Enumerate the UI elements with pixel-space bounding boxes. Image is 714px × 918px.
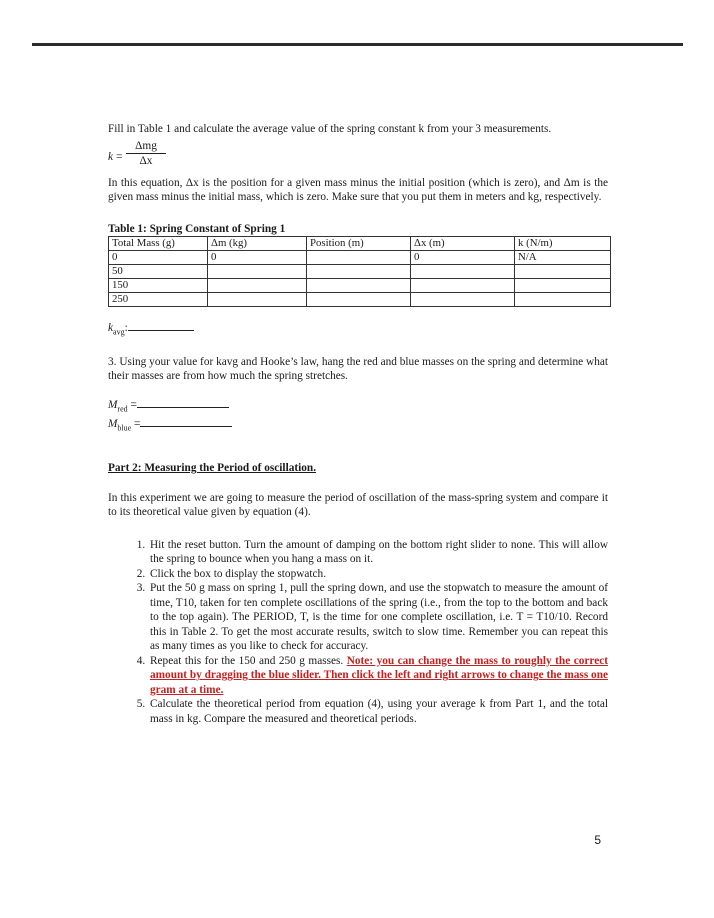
table-row xyxy=(109,265,611,279)
table-cell[interactable]: 0 xyxy=(411,251,515,265)
table-cell[interactable]: N/A xyxy=(515,251,611,265)
formula-numerator: Δmg xyxy=(126,140,166,154)
list-item: 5. Calculate the theoretical period from equation (4), using your average k from Part 1, and the total mass in kg. Compare the measured and theoretical periods. xyxy=(148,697,608,726)
table-cell[interactable] xyxy=(208,279,307,293)
table1-caption: Table 1: Spring Constant of Spring 1 xyxy=(108,222,286,235)
col-delta-m: Δm (kg) xyxy=(208,237,307,251)
col-total-mass: Total Mass (g) xyxy=(109,237,208,251)
mred-equals: = xyxy=(127,398,137,411)
list-item xyxy=(148,654,608,698)
list-item-text: Repeat this for the 150 and 250 g masses. xyxy=(150,654,347,667)
equation-explanation: In this equation, Δx is the position for a given mass minus the initial position (which is zero), and Δm is the given mass minus the initial mass, which is zero. Make sure that you put them in meters and kg, respectively. xyxy=(108,176,608,203)
table-cell[interactable]: 0 xyxy=(109,251,208,265)
formula-fraction xyxy=(126,140,166,168)
table-cell[interactable] xyxy=(208,293,307,307)
table-cell[interactable]: 50 xyxy=(109,265,208,279)
table-cell[interactable] xyxy=(208,265,307,279)
formula-equals: = xyxy=(116,150,123,163)
formula-k: k xyxy=(108,150,114,163)
table-cell[interactable] xyxy=(515,279,611,293)
list-item: 2. Click the box to display the stopwatch. xyxy=(148,567,608,582)
mblue-symbol: M xyxy=(108,417,118,430)
table-cell[interactable]: 250 xyxy=(109,293,208,307)
procedure-list xyxy=(108,538,608,727)
table-row xyxy=(109,251,611,265)
table-cell[interactable] xyxy=(307,279,411,293)
table-cell[interactable]: 150 xyxy=(109,279,208,293)
mass-blue-line xyxy=(108,417,608,436)
kavg-line xyxy=(108,321,608,340)
table-cell[interactable] xyxy=(307,251,411,265)
col-delta-x: Δx (m) xyxy=(411,237,515,251)
table-cell[interactable] xyxy=(307,265,411,279)
kavg-blank[interactable] xyxy=(128,330,194,331)
mred-blank[interactable] xyxy=(137,407,229,408)
mblue-blank[interactable] xyxy=(140,426,232,427)
table-header-row xyxy=(109,237,611,251)
mblue-subscript: blue xyxy=(117,422,132,432)
col-k: k (N/m) xyxy=(515,237,611,251)
kavg-symbol: k xyxy=(108,322,114,334)
document-body xyxy=(108,122,608,726)
formula-denominator: Δx xyxy=(139,154,153,167)
mblue-equals: = xyxy=(131,417,141,430)
part2-heading: Part 2: Measuring the Period of oscillation. xyxy=(108,462,317,475)
kavg-subscript: avg xyxy=(113,327,125,337)
mred-subscript: red xyxy=(117,404,128,413)
table-cell[interactable] xyxy=(307,293,411,307)
table-cell[interactable]: 0 xyxy=(208,251,307,265)
list-item: 3. Put the 50 g mass on spring 1, pull the spring down, and use the stopwatch to measure the amount of time, T10, taken for ten complete oscillations of the spring (i.e., from the top to the bottom and back to the top again). The PERIOD, T, is the time for one complete oscillation, i.e. T = T10/10. Record this in Table 2. To get the most accurate results, switch to slow time. Remember you can repeat this as many times as you like to check for accuracy. xyxy=(148,581,608,654)
table-cell[interactable] xyxy=(411,279,515,293)
page-number: 5 xyxy=(594,833,601,847)
table-row xyxy=(109,293,611,307)
part2-intro: In this experiment we are going to measure the period of oscillation of the mass-spring system and compare it to its theoretical value given by equation (4). xyxy=(108,491,608,519)
table-cell[interactable] xyxy=(411,293,515,307)
table-cell[interactable] xyxy=(515,265,611,279)
red-note: Note: you can change the mass to roughly the correct amount by dragging the blue slider. Then click the left and right arrows to change the mass one gram at a time. xyxy=(150,654,608,696)
header-rule xyxy=(32,43,683,46)
table-row xyxy=(109,279,611,293)
kavg-colon: : xyxy=(124,322,128,334)
spring-constant-formula xyxy=(108,138,608,176)
table-cell[interactable] xyxy=(411,265,515,279)
mass-red-line xyxy=(108,398,608,417)
list-item: 1. Hit the reset button. Turn the amount of damping on the bottom right slider to none. This will allow the spring to bounce when you hang a mass on it. xyxy=(148,538,608,567)
mred-symbol: M xyxy=(108,398,118,411)
col-position: Position (m) xyxy=(307,237,411,251)
spring-constant-table xyxy=(108,236,611,307)
table-cell[interactable] xyxy=(515,293,611,307)
step3-paragraph: 3. Using your value for kavg and Hooke’s law, hang the red and blue masses on the spring and determine what their masses are from how much the spring stretches. xyxy=(108,355,608,383)
intro-paragraph: Fill in Table 1 and calculate the average value of the spring constant k from your 3 measurements. xyxy=(108,123,552,135)
